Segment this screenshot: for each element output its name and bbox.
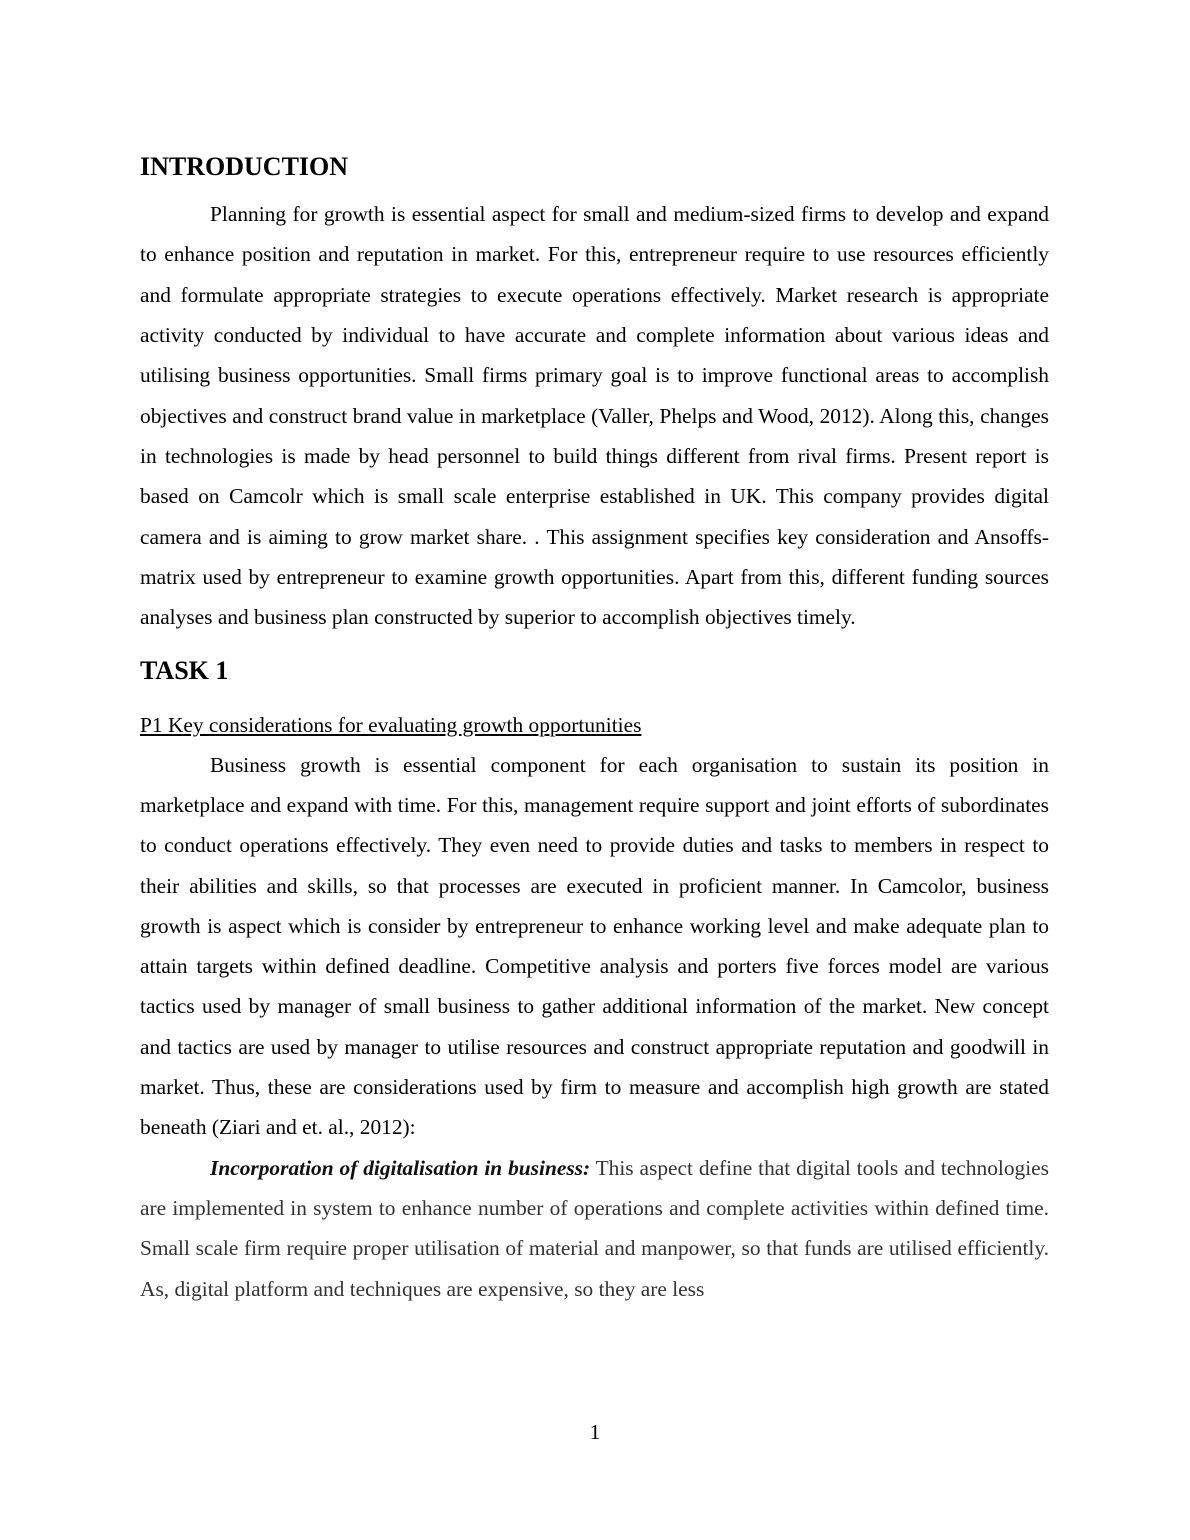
p1-subheading: P1 Key considerations for evaluating growth opportunities [140, 712, 642, 737]
digitalisation-paragraph [140, 1148, 1049, 1309]
introduction-paragraph: Planning for growth is essential aspect for small and medium-sized firms to develop and expand to enhance position and reputation in market. For this, entrepreneur require to use resources efficiently and formulate appropriate strategies to execute operations effectively. Market research is appropriate activity conducted by individual to have accurate and complete information about various ideas and utilising business opportunities. Small firms primary goal is to improve functional areas to accomplish objectives and construct brand value in marketplace (Valler, Phelps and Wood, 2012). Along this, changes in technologies is made by head personnel to build things different from rival firms. Present report is based on Camcolr which is small scale enterprise established in UK. This company provides digital camera and is aiming to grow market share. . This assignment specifies key consideration and Ansoffs-matrix used by entrepreneur to examine growth opportunities. Apart from this, different funding sources analyses and business plan constructed by superior to accomplish objectives timely. [140, 202, 1049, 630]
page-number: 1 [589, 1420, 601, 1444]
digitalisation-text: This aspect define that digital tools and technologies are implemented in system to enhance number of operations and complete activities within defined time. Small scale firm require proper utilisation of material and manpower, so that funds are utilised efficiently. As, digital platform and techniques are expensive, so they are less [140, 1155, 1049, 1301]
task-1-heading: TASK 1 [140, 656, 229, 686]
business-growth-paragraph: Business growth is essential component for each organisation to sustain its position in marketplace and expand with time. For this, management require support and joint efforts of subordinates to conduct operations effectively. They even need to provide duties and tasks to members in respect to their abilities and skills, so that processes are executed in proficient manner. In Camcolor, business growth is aspect which is consider by entrepreneur to enhance working level and make adequate plan to attain targets within defined deadline. Competitive analysis and porters five forces model are various tactics used by manager of small business to gather additional information of the market. New concept and tactics are used by manager to utilise resources and construct appropriate reputation and goodwill in market. Thus, these are considerations used by firm to measure and accomplish high growth are stated beneath (Ziari and et. al., 2012): [140, 752, 1049, 1140]
document-page [140, 145, 1049, 1309]
introduction-heading: INTRODUCTION [140, 152, 349, 181]
digitalisation-lead: Incorporation of digitalisation in business: [210, 1155, 591, 1180]
